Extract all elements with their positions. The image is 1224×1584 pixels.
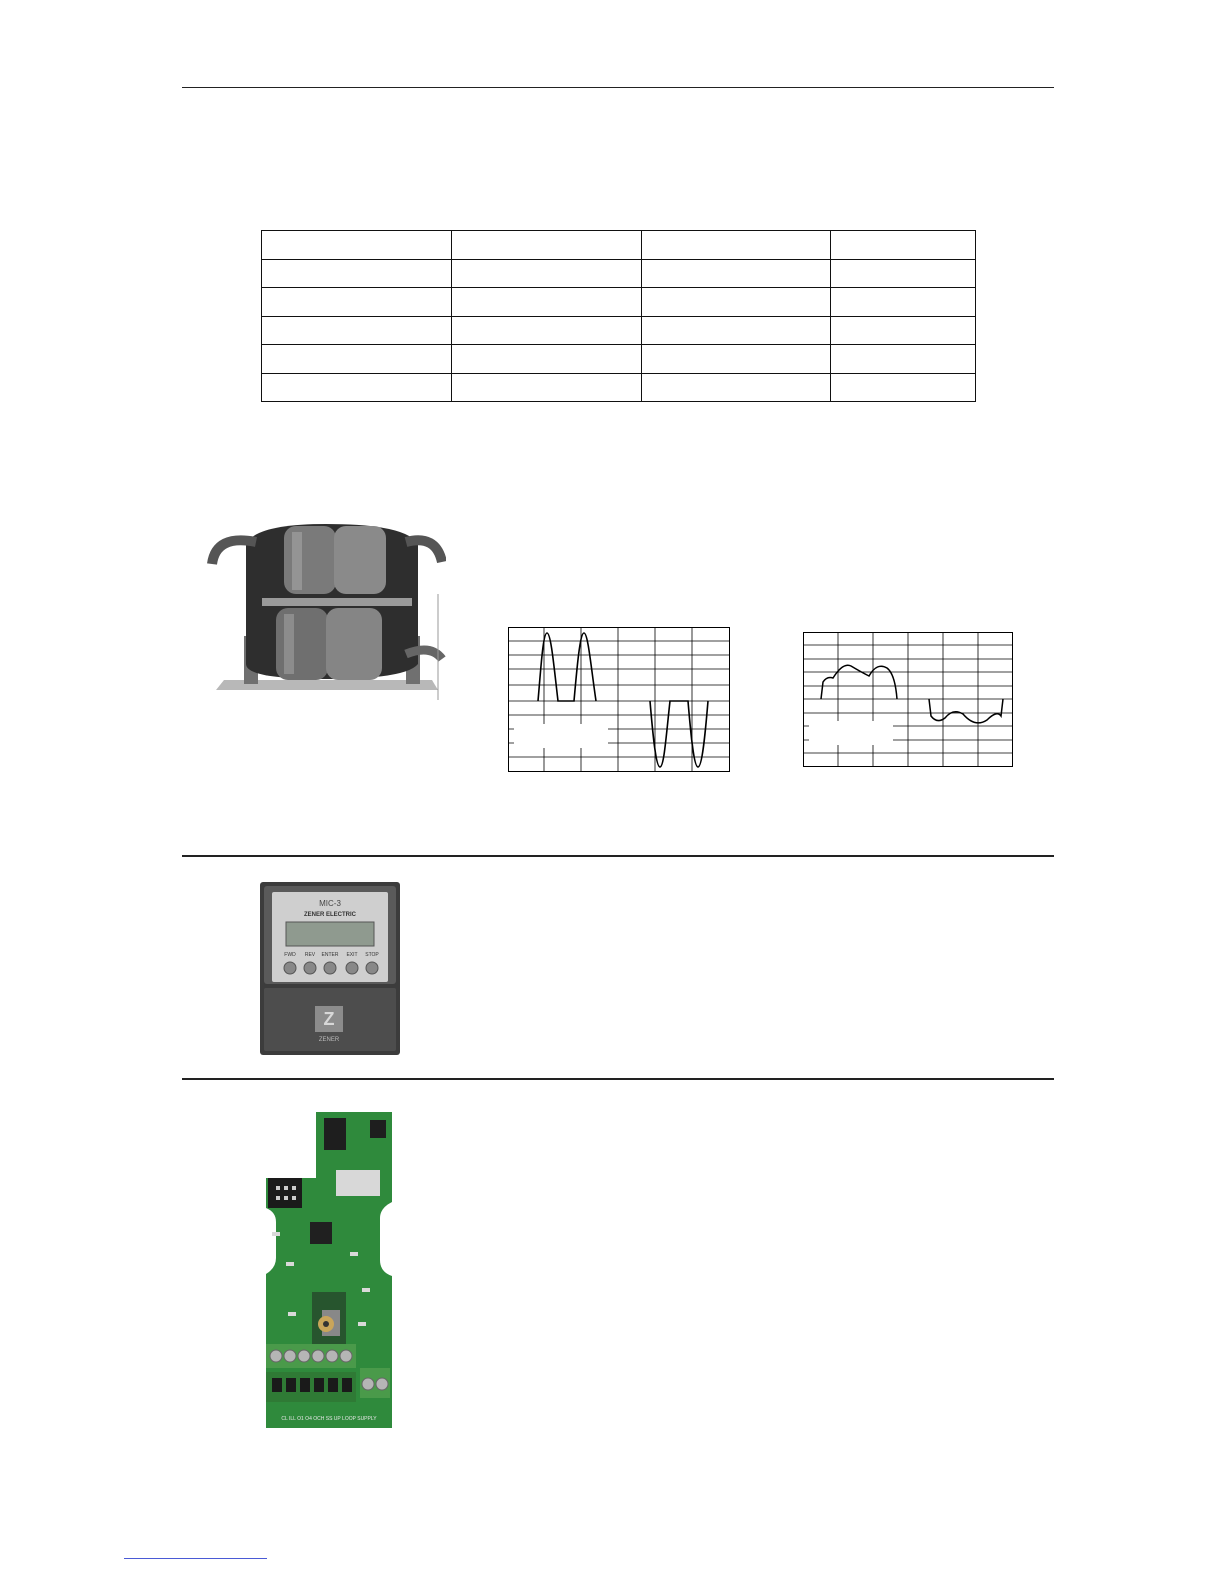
svg-text:Z: Z [323, 1009, 335, 1029]
spec-table-cell [452, 345, 641, 374]
spec-table-body [262, 231, 976, 402]
reactor-coil-image [206, 514, 446, 700]
spec-table-cell [830, 231, 975, 260]
spec-table [261, 230, 976, 402]
spec-table-cell [262, 259, 452, 288]
spec-table-cell [262, 316, 452, 345]
keypad-model-text: MIC-3 [319, 899, 341, 908]
spec-table-cell [641, 231, 830, 260]
footnote-link-rule[interactable] [124, 1558, 267, 1559]
spec-table-row [262, 288, 976, 317]
spec-table-cell [641, 345, 830, 374]
spec-table-cell [830, 288, 975, 317]
waveform-chart-distorted [508, 627, 730, 773]
section-rule-1 [182, 855, 1054, 857]
spec-table-cell [262, 288, 452, 317]
spec-table-row [262, 373, 976, 402]
spec-table-row [262, 316, 976, 345]
spec-table-cell [830, 345, 975, 374]
spec-table-cell [452, 373, 641, 402]
spec-table-cell [641, 373, 830, 402]
keypad-brand-text: ZENER ELECTRIC [303, 912, 357, 918]
circuit-board-image [266, 1112, 392, 1428]
spec-table-cell [262, 231, 452, 260]
keypad-label-rev: REV [304, 952, 316, 958]
header-rule [182, 87, 1054, 88]
board-terminal-labels: CL ILL O1 O4 OCH SS UP LOOP SUPPLY [281, 1416, 377, 1422]
spec-table-cell [830, 259, 975, 288]
spec-table-cell [830, 316, 975, 345]
spec-table-cell [262, 345, 452, 374]
keypad-label-fwd: FWD [284, 952, 296, 958]
spec-table-cell [830, 373, 975, 402]
spec-table-cell [641, 316, 830, 345]
keypad-label-enter: ENTER [321, 952, 339, 958]
keypad-label-exit: EXIT [346, 952, 358, 958]
keypad-label-stop: STOP [365, 952, 379, 958]
spec-table-row [262, 259, 976, 288]
spec-table-cell [452, 316, 641, 345]
spec-table-row [262, 231, 976, 260]
spec-table-cell [452, 288, 641, 317]
keypad-logo-text: ZENER [318, 1037, 340, 1043]
spec-table-row [262, 345, 976, 374]
section-rule-2 [182, 1078, 1054, 1080]
keypad-image [260, 882, 400, 1055]
spec-table-cell [262, 373, 452, 402]
spec-table-cell [641, 259, 830, 288]
waveform-chart-smoothed [803, 632, 1013, 768]
spec-table-cell [452, 259, 641, 288]
spec-table-cell [641, 288, 830, 317]
spec-table-cell [452, 231, 641, 260]
